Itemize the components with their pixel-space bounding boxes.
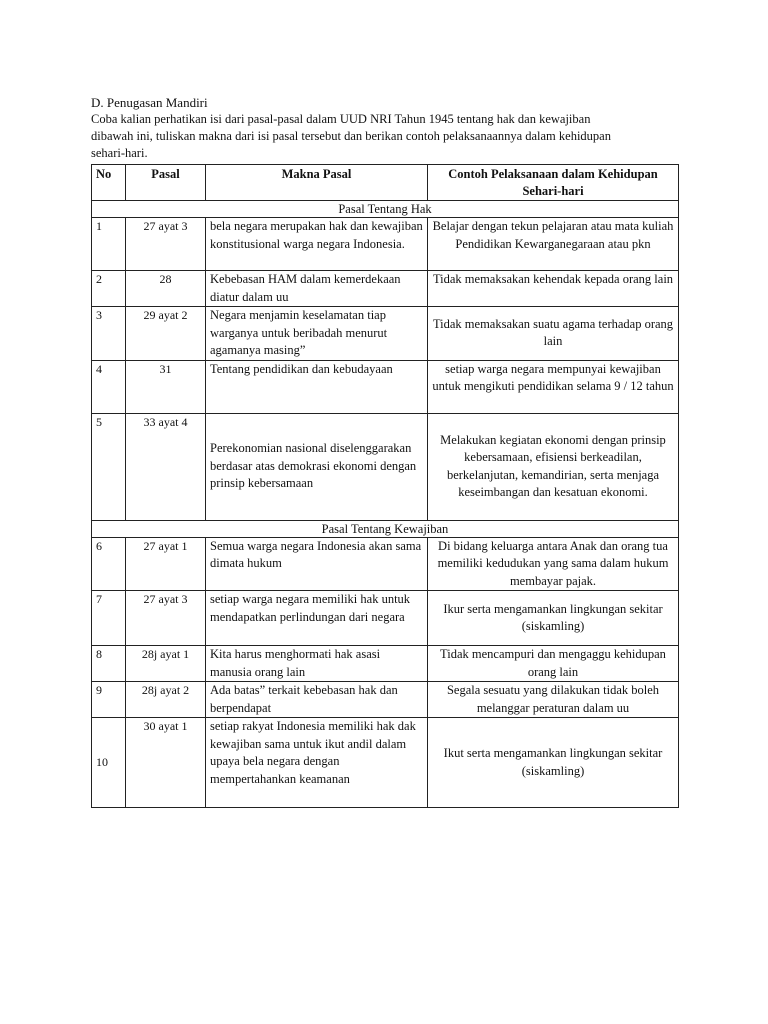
cell-contoh: Melakukan kegiatan ekonomi dengan prinsip kebersamaan, efisiensi berkeadilan, berkelanjutan, kemandirian, serta menjaga keseimbangan dan kesatuan ekonomi. (428, 413, 679, 520)
cell-makna: Kebebasan HAM dalam kemerdekaan diatur dalam uu (206, 271, 428, 307)
table-row (92, 718, 679, 808)
cell-contoh: Segala sesuatu yang dilakukan tidak boleh melanggar peraturan dalam uu (428, 682, 679, 718)
table-header-row (92, 165, 679, 201)
table-row (92, 307, 679, 361)
cell-no: 3 (92, 307, 126, 361)
cell-pasal: 29 ayat 2 (126, 307, 206, 361)
table-row (92, 591, 679, 646)
section-row-hak (92, 201, 679, 218)
cell-contoh: setiap warga negara mempunyai kewajiban untuk mengikuti pendidikan selama 9 / 12 tahun (428, 360, 679, 413)
cell-makna: Perekonomian nasional diselenggarakan berdasar atas demokrasi ekonomi dengan prinsip kebersamaan (206, 413, 428, 520)
table-row (92, 360, 679, 413)
cell-pasal: 28j ayat 1 (126, 646, 206, 682)
section-heading: D. Penugasan Mandiri (91, 95, 208, 110)
header-pasal: Pasal (126, 165, 206, 201)
header-no: No (92, 165, 126, 201)
cell-makna: Tentang pendidikan dan kebudayaan (206, 360, 428, 413)
cell-pasal: 31 (126, 360, 206, 413)
cell-makna: bela negara merupakan hak dan kewajiban konstitusional warga negara Indonesia. (206, 218, 428, 271)
cell-contoh: Belajar dengan tekun pelajaran atau mata kuliah Pendidikan Kewarganegaraan atau pkn (428, 218, 679, 271)
cell-no: 10 (92, 718, 126, 808)
header-contoh: Contoh Pelaksanaan dalam Kehidupan Sehari-hari (428, 165, 679, 201)
cell-no: 8 (92, 646, 126, 682)
assignment-table (91, 164, 679, 808)
table-row (92, 218, 679, 271)
cell-pasal: 27 ayat 1 (126, 537, 206, 591)
cell-no: 2 (92, 271, 126, 307)
table-row (92, 413, 679, 520)
cell-no: 6 (92, 537, 126, 591)
cell-makna: Semua warga negara Indonesia akan sama dimata hukum (206, 537, 428, 591)
section-row-kewajiban (92, 520, 679, 537)
cell-no: 4 (92, 360, 126, 413)
header-makna: Makna Pasal (206, 165, 428, 201)
cell-contoh: Tidak mencampuri dan mengaggu kehidupan orang lain (428, 646, 679, 682)
cell-no: 1 (92, 218, 126, 271)
cell-contoh: Tidak memaksakan suatu agama terhadap orang lain (428, 307, 679, 361)
table-row (92, 537, 679, 591)
table-row (92, 682, 679, 718)
cell-no: 7 (92, 591, 126, 646)
table-row (92, 646, 679, 682)
cell-pasal: 27 ayat 3 (126, 218, 206, 271)
section-label-hak: Pasal Tentang Hak (92, 201, 679, 218)
cell-contoh: Di bidang keluarga antara Anak dan orang tua memiliki kedudukan yang sama dalam hukum membayar pajak. (428, 537, 679, 591)
section-label-kewajiban: Pasal Tentang Kewajiban (92, 520, 679, 537)
cell-makna: setiap rakyat Indonesia memiliki hak dak kewajiban sama untuk ikut andil dalam upaya bela negara dengan mempertahankan keamanan (206, 718, 428, 808)
cell-contoh: Ikut serta mengamankan lingkungan sekitar (siskamling) (428, 718, 679, 808)
cell-pasal: 30 ayat 1 (126, 718, 206, 808)
table-row (92, 271, 679, 307)
instruction-line: dibawah ini, tuliskan makna dari isi pasal tersebut dan berikan contoh pelaksanaannya dalam kehidupan (91, 129, 611, 143)
cell-contoh: Ikur serta mengamankan lingkungan sekitar (siskamling) (428, 591, 679, 646)
instruction-paragraph (91, 111, 681, 162)
cell-makna: Ada batas” terkait kebebasan hak dan berpendapat (206, 682, 428, 718)
cell-pasal: 27 ayat 3 (126, 591, 206, 646)
instruction-line: sehari-hari. (91, 146, 148, 160)
instruction-line: Coba kalian perhatikan isi dari pasal-pasal dalam UUD NRI Tahun 1945 tentang hak dan kewajiban (91, 112, 591, 126)
cell-no: 9 (92, 682, 126, 718)
cell-makna: Negara menjamin keselamatan tiap warganya untuk beribadah menurut agamanya masing” (206, 307, 428, 361)
cell-pasal: 33 ayat 4 (126, 413, 206, 520)
cell-no: 5 (92, 413, 126, 520)
cell-makna: setiap warga negara memiliki hak untuk mendapatkan perlindungan dari negara (206, 591, 428, 646)
cell-makna: Kita harus menghormati hak asasi manusia orang lain (206, 646, 428, 682)
cell-pasal: 28j ayat 2 (126, 682, 206, 718)
cell-contoh: Tidak memaksakan kehendak kepada orang lain (428, 271, 679, 307)
cell-pasal: 28 (126, 271, 206, 307)
